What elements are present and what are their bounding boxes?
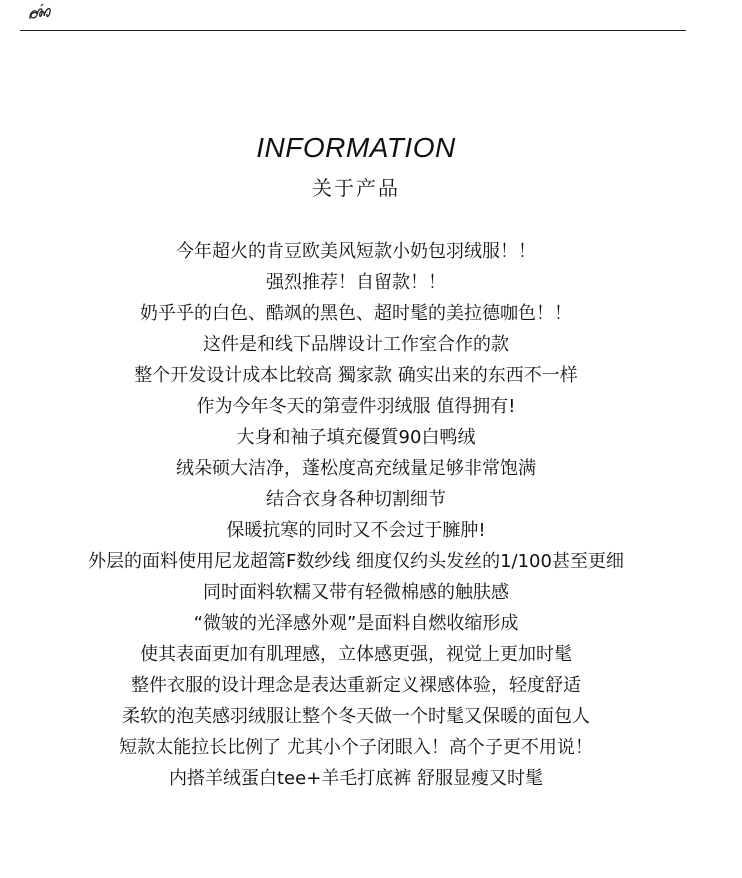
description-line: 绒朵硕大洁净，蓬松度高充绒量足够非常饱满 xyxy=(176,458,536,479)
description-line: 短款太能拉长比例了 尤其小个子闭眼入！高个子更不用说！ xyxy=(119,737,593,758)
description-line: 今年超火的肯豆欧美风短款小奶包羽绒服！！ xyxy=(176,241,536,262)
description-line: 使其表面更加有肌理感，立体感更强，视觉上更加时髦 xyxy=(140,644,572,665)
description-line: 整件衣服的设计理念是表达重新定义裸感体验，轻度舒适 xyxy=(131,675,581,696)
product-description xyxy=(0,236,712,794)
brand-logo-icon xyxy=(27,2,55,24)
description-line: 保暖抗寒的同时又不会过于臃肿! xyxy=(226,520,486,541)
description-line: 结合衣身各种切割细节 xyxy=(266,489,446,510)
description-line: 强烈推荐！自留款！！ xyxy=(266,272,446,293)
description-line: “微皱的光泽感外观”是面料自燃收缩形成 xyxy=(193,613,519,634)
description-line: 整个开发设计成本比较高 獨家款 确实出来的东西不一样 xyxy=(134,365,578,386)
description-line: 大身和袖子填充優質90白鸭绒 xyxy=(236,427,476,448)
description-line: 内搭羊绒蛋白tee+羊毛打底裤 舒服显瘦又时髦 xyxy=(168,768,543,789)
section-heading: INFORMATION xyxy=(256,132,456,163)
description-line: 外层的面料使用尼龙超篙F数纱线 细度仅约头发丝的1/100甚至更细 xyxy=(88,551,624,572)
top-divider xyxy=(20,30,686,31)
description-line: 柔软的泡芙感羽绒服让整个冬天做一个时髦又保暖的面包人 xyxy=(122,706,590,727)
description-line: 这件是和线下品牌设计工作室合作的款 xyxy=(203,334,509,355)
description-line: 同时面料软糯又带有轻微棉感的触肤感 xyxy=(203,582,509,603)
description-line: 奶乎乎的白色、酷飒的黑色、超时髦的美拉德咖色！！ xyxy=(140,303,572,324)
section-subheading: 关于产品 xyxy=(312,176,400,200)
description-line: 作为今年冬天的第壹件羽绒服 值得拥有! xyxy=(196,396,516,417)
